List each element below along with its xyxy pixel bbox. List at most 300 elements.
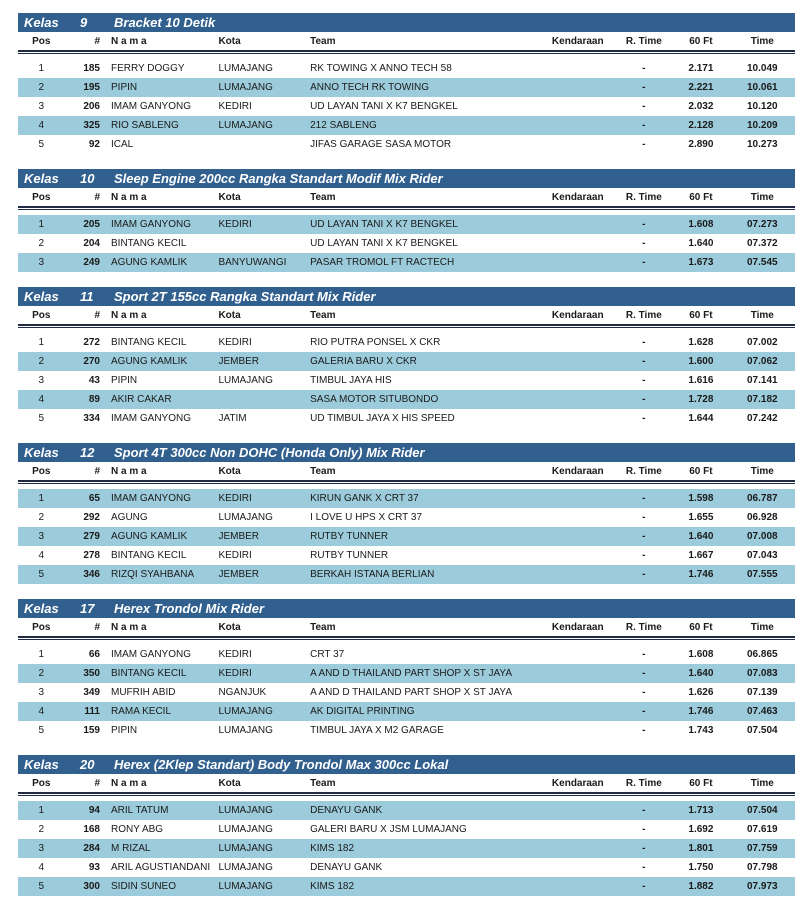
cell-time: 10.273: [746, 139, 778, 150]
cell-kota: BANYUWANGI: [218, 257, 287, 268]
cell-num: 278: [83, 550, 100, 561]
cell-time: 07.141: [746, 375, 778, 386]
cell-time: 07.062: [746, 356, 778, 367]
cell-kota: KEDIRI: [218, 101, 252, 112]
cell-nama: FERRY DOGGY: [111, 63, 185, 74]
class-title: Sport 2T 155cc Rangka Standart Mix Rider: [114, 289, 376, 304]
cell-rtime: -: [642, 881, 646, 892]
cell-team: DENAYU GANK: [310, 805, 383, 816]
cell-num: 300: [83, 881, 100, 892]
cell-team: TIMBUL JAYA HIS: [310, 375, 392, 386]
cell-num: 206: [83, 101, 100, 112]
column-header-time: Time: [750, 35, 774, 47]
cell-num: 66: [88, 649, 100, 660]
cell-sixty: 1.692: [688, 824, 714, 835]
cell-num: 270: [83, 356, 100, 367]
cell-time: 06.928: [746, 512, 778, 523]
column-header-pos: Pos: [32, 465, 51, 477]
class-title: Bracket 10 Detik: [114, 15, 216, 30]
cell-nama: IMAM GANYONG: [111, 649, 192, 660]
cell-pos: 4: [38, 394, 45, 405]
column-header-team: Team: [310, 35, 336, 47]
result-row: [18, 546, 795, 565]
column-header-time: Time: [750, 621, 774, 633]
cell-team: RUTBY TUNNER: [310, 550, 389, 561]
cell-kota: JEMBER: [218, 531, 259, 542]
cell-nama: RIO SABLENG: [111, 120, 179, 131]
cell-num: 205: [83, 219, 100, 230]
cell-time: 07.463: [746, 706, 778, 717]
cell-nama: PIPIN: [111, 725, 138, 736]
cell-pos: 2: [38, 668, 45, 679]
cell-rtime: -: [642, 706, 646, 717]
cell-pos: 1: [38, 219, 45, 230]
cell-pos: 3: [38, 375, 45, 386]
column-header-sixty: 60 Ft: [689, 465, 713, 477]
cell-team: RIO PUTRA PONSEL X CKR: [310, 337, 441, 348]
cell-num: 279: [83, 531, 100, 542]
cell-rtime: -: [642, 375, 646, 386]
column-header-kota: Kota: [218, 35, 241, 47]
class-number: 17: [80, 601, 95, 616]
cell-team: BERKAH ISTANA BERLIAN: [310, 569, 435, 580]
result-row: [18, 97, 795, 116]
result-row: [18, 390, 795, 409]
cell-rtime: -: [642, 120, 646, 131]
cell-rtime: -: [642, 82, 646, 93]
cell-rtime: -: [642, 843, 646, 854]
cell-rtime: -: [642, 725, 646, 736]
column-header-sixty: 60 Ft: [689, 309, 713, 321]
column-header-kendaraan: Kendaraan: [551, 777, 604, 789]
cell-rtime: -: [642, 531, 646, 542]
cell-nama: AGUNG: [111, 512, 148, 523]
cell-team: CRT 37: [310, 649, 345, 660]
class-section: [18, 287, 795, 428]
column-header-rtime: R. Time: [625, 777, 662, 789]
cell-time: 06.787: [746, 493, 778, 504]
cell-kota: JATIM: [218, 413, 247, 424]
cell-kota: KEDIRI: [218, 219, 252, 230]
cell-pos: 1: [38, 63, 45, 74]
column-header-num: #: [94, 465, 100, 477]
cell-num: 284: [83, 843, 100, 854]
cell-num: 185: [83, 63, 100, 74]
column-header-kota: Kota: [218, 777, 241, 789]
result-row: [18, 333, 795, 352]
cell-sixty: 1.655: [688, 512, 714, 523]
cell-sixty: 1.608: [688, 649, 714, 660]
cell-kota: LUMAJANG: [218, 82, 273, 93]
column-header-kota: Kota: [218, 309, 241, 321]
cell-rtime: -: [642, 139, 646, 150]
column-header-rtime: R. Time: [625, 465, 662, 477]
cell-kota: KEDIRI: [218, 337, 252, 348]
cell-sixty: 1.644: [688, 413, 714, 424]
cell-sixty: 1.626: [688, 687, 714, 698]
cell-team: A AND D THAILAND PART SHOP X ST JAYA: [310, 668, 513, 679]
class-section: [18, 169, 795, 272]
cell-nama: IMAM GANYONG: [111, 493, 192, 504]
class-title: Herex (2Klep Standart) Body Trondol Max 300cc Lokal: [114, 757, 449, 772]
cell-time: 07.083: [746, 668, 778, 679]
column-header-time: Time: [750, 465, 774, 477]
class-number: 10: [80, 171, 95, 186]
column-header-kendaraan: Kendaraan: [551, 191, 604, 203]
cell-sixty: 2.171: [688, 63, 714, 74]
column-header-pos: Pos: [32, 621, 51, 633]
cell-num: 93: [88, 862, 100, 873]
table-body: [18, 328, 795, 428]
result-row: [18, 645, 795, 664]
class-label: Kelas: [24, 171, 59, 186]
class-label: Kelas: [24, 445, 59, 460]
section-header-bar: [18, 13, 795, 32]
cell-kota: JEMBER: [218, 356, 259, 367]
result-row: [18, 135, 795, 154]
result-row: [18, 858, 795, 877]
cell-kota: LUMAJANG: [218, 512, 273, 523]
cell-team: A AND D THAILAND PART SHOP X ST JAYA: [310, 687, 513, 698]
cell-pos: 1: [38, 493, 45, 504]
cell-rtime: -: [642, 394, 646, 405]
column-header-num: #: [94, 621, 100, 633]
result-row: [18, 664, 795, 683]
cell-rtime: -: [642, 862, 646, 873]
column-header-rtime: R. Time: [625, 621, 662, 633]
cell-team: JIFAS GARAGE SASA MOTOR: [310, 139, 452, 150]
cell-kota: LUMAJANG: [218, 843, 273, 854]
cell-sixty: 1.750: [688, 862, 714, 873]
class-title: Sport 4T 300cc Non DOHC (Honda Only) Mix Rider: [114, 445, 425, 460]
result-row: [18, 489, 795, 508]
cell-time: 07.504: [746, 805, 778, 816]
cell-time: 10.209: [746, 120, 778, 131]
cell-nama: ARIL TATUM: [111, 805, 169, 816]
cell-pos: 4: [38, 862, 45, 873]
column-header-pos: Pos: [32, 309, 51, 321]
result-row: [18, 877, 795, 896]
cell-sixty: 1.667: [688, 550, 714, 561]
cell-nama: BINTANG KECIL: [111, 550, 187, 561]
cell-sixty: 1.713: [688, 805, 714, 816]
cell-kota: LUMAJANG: [218, 725, 273, 736]
cell-nama: BINTANG KECIL: [111, 668, 187, 679]
cell-sixty: 2.890: [688, 139, 714, 150]
result-row: [18, 409, 795, 428]
table-body: [18, 640, 795, 740]
cell-nama: MUFRIH ABID: [111, 687, 176, 698]
cell-time: 07.002: [746, 337, 778, 348]
cell-time: 07.273: [746, 219, 778, 230]
cell-time: 10.049: [746, 63, 778, 74]
cell-sixty: 1.801: [688, 843, 714, 854]
cell-sixty: 1.746: [688, 706, 714, 717]
class-title: Herex Trondol Mix Rider: [114, 601, 265, 616]
cell-time: 07.545: [746, 257, 778, 268]
cell-kota: LUMAJANG: [218, 375, 273, 386]
cell-rtime: -: [642, 413, 646, 424]
column-header-row: [18, 32, 795, 50]
cell-nama: ICAL: [111, 139, 134, 150]
class-number: 12: [80, 445, 95, 460]
section-header-bar: [18, 755, 795, 774]
cell-team: UD LAYAN TANI X K7 BENGKEL: [310, 219, 458, 230]
cell-time: 07.973: [746, 881, 778, 892]
column-header-kota: Kota: [218, 465, 241, 477]
result-row: [18, 801, 795, 820]
cell-pos: 5: [38, 725, 45, 736]
cell-team: ANNO TECH RK TOWING: [310, 82, 430, 93]
column-header-pos: Pos: [32, 777, 51, 789]
cell-rtime: -: [642, 337, 646, 348]
column-header-kendaraan: Kendaraan: [551, 621, 604, 633]
column-header-row: [18, 618, 795, 636]
column-header-rtime: R. Time: [625, 35, 662, 47]
cell-sixty: 2.032: [688, 101, 714, 112]
cell-nama: BINTANG KECIL: [111, 238, 187, 249]
result-row: [18, 234, 795, 253]
cell-pos: 1: [38, 649, 45, 660]
cell-sixty: 1.640: [688, 668, 714, 679]
column-header-team: Team: [310, 465, 336, 477]
column-header-row: [18, 462, 795, 480]
cell-num: 204: [83, 238, 100, 249]
cell-rtime: -: [642, 805, 646, 816]
cell-num: 195: [83, 82, 100, 93]
cell-nama: ARIL AGUSTIANDANI: [111, 862, 211, 873]
cell-pos: 1: [38, 805, 45, 816]
cell-team: KIMS 182: [310, 881, 355, 892]
cell-team: SASA MOTOR SITUBONDO: [310, 394, 439, 405]
column-header-nama: N a m a: [111, 35, 147, 47]
cell-time: 07.182: [746, 394, 778, 405]
cell-nama: IMAM GANYONG: [111, 413, 192, 424]
cell-kota: LUMAJANG: [218, 120, 273, 131]
cell-pos: 4: [38, 550, 45, 561]
cell-kota: KEDIRI: [218, 550, 252, 561]
cell-sixty: 1.673: [688, 257, 714, 268]
result-row: [18, 683, 795, 702]
cell-kota: LUMAJANG: [218, 63, 273, 74]
column-header-rtime: R. Time: [625, 309, 662, 321]
column-header-num: #: [94, 191, 100, 203]
class-label: Kelas: [24, 289, 59, 304]
column-header-num: #: [94, 35, 100, 47]
cell-kota: LUMAJANG: [218, 805, 273, 816]
cell-rtime: -: [642, 63, 646, 74]
cell-time: 10.120: [746, 101, 778, 112]
cell-sixty: 1.640: [688, 531, 714, 542]
cell-num: 272: [83, 337, 100, 348]
cell-kota: KEDIRI: [218, 649, 252, 660]
cell-num: 168: [83, 824, 100, 835]
cell-team: RK TOWING X ANNO TECH 58: [310, 63, 452, 74]
column-header-kendaraan: Kendaraan: [551, 35, 604, 47]
class-section: [18, 13, 795, 154]
cell-sixty: 1.628: [688, 337, 714, 348]
cell-num: 292: [83, 512, 100, 523]
cell-team: KIRUN GANK X CRT 37: [310, 493, 419, 504]
column-header-sixty: 60 Ft: [689, 35, 713, 47]
cell-num: 346: [83, 569, 100, 580]
class-label: Kelas: [24, 15, 59, 30]
cell-rtime: -: [642, 569, 646, 580]
column-header-time: Time: [750, 191, 774, 203]
column-header-num: #: [94, 777, 100, 789]
cell-num: 43: [88, 375, 100, 386]
class-number: 11: [80, 289, 94, 304]
column-header-kendaraan: Kendaraan: [551, 309, 604, 321]
column-header-time: Time: [750, 777, 774, 789]
column-header-team: Team: [310, 309, 336, 321]
cell-nama: IMAM GANYONG: [111, 101, 192, 112]
cell-nama: AGUNG KAMLIK: [111, 531, 188, 542]
cell-rtime: -: [642, 493, 646, 504]
cell-nama: IMAM GANYONG: [111, 219, 192, 230]
column-header-rtime: R. Time: [625, 191, 662, 203]
cell-pos: 2: [38, 356, 45, 367]
cell-pos: 5: [38, 413, 45, 424]
cell-kota: LUMAJANG: [218, 862, 273, 873]
cell-pos: 3: [38, 687, 45, 698]
cell-rtime: -: [642, 687, 646, 698]
cell-time: 07.139: [746, 687, 778, 698]
cell-num: 89: [88, 394, 100, 405]
cell-kota: KEDIRI: [218, 493, 252, 504]
cell-sixty: 2.221: [688, 82, 714, 93]
class-title: Sleep Engine 200cc Rangka Standart Modif Mix Rider: [114, 171, 443, 186]
result-row: [18, 116, 795, 135]
cell-nama: AKIR CAKAR: [111, 394, 172, 405]
cell-rtime: -: [642, 101, 646, 112]
cell-team: UD TIMBUL JAYA X HIS SPEED: [310, 413, 455, 424]
cell-num: 65: [88, 493, 100, 504]
result-row: [18, 253, 795, 272]
result-row: [18, 352, 795, 371]
cell-pos: 4: [38, 706, 45, 717]
cell-sixty: 1.640: [688, 238, 714, 249]
cell-pos: 3: [38, 531, 45, 542]
cell-rtime: -: [642, 257, 646, 268]
cell-num: 334: [83, 413, 100, 424]
result-row: [18, 702, 795, 721]
cell-sixty: 1.746: [688, 569, 714, 580]
cell-sixty: 1.882: [688, 881, 714, 892]
cell-team: UD LAYAN TANI X K7 BENGKEL: [310, 101, 458, 112]
cell-pos: 5: [38, 139, 45, 150]
section-header-bar: [18, 599, 795, 618]
column-header-nama: N a m a: [111, 621, 147, 633]
column-header-time: Time: [750, 309, 774, 321]
cell-rtime: -: [642, 824, 646, 835]
cell-pos: 5: [38, 881, 45, 892]
cell-pos: 3: [38, 843, 45, 854]
cell-pos: 2: [38, 238, 45, 249]
cell-time: 07.372: [746, 238, 778, 249]
table-body: [18, 484, 795, 584]
table-body: [18, 210, 795, 272]
result-row: [18, 839, 795, 858]
section-header-bar: [18, 169, 795, 188]
class-number: 20: [80, 757, 95, 772]
cell-nama: RONY ABG: [111, 824, 164, 835]
column-header-team: Team: [310, 777, 336, 789]
cell-time: 07.008: [746, 531, 778, 542]
cell-time: 07.555: [746, 569, 778, 580]
column-header-pos: Pos: [32, 35, 51, 47]
cell-time: 07.504: [746, 725, 778, 736]
cell-nama: RIZQI SYAHBANA: [111, 569, 195, 580]
column-header-sixty: 60 Ft: [689, 621, 713, 633]
result-row: [18, 59, 795, 78]
result-row: [18, 527, 795, 546]
class-number: 9: [80, 15, 88, 30]
cell-sixty: 1.743: [688, 725, 714, 736]
cell-kota: LUMAJANG: [218, 706, 273, 717]
cell-rtime: -: [642, 550, 646, 561]
result-row: [18, 820, 795, 839]
cell-rtime: -: [642, 668, 646, 679]
column-header-pos: Pos: [32, 191, 51, 203]
cell-nama: PIPIN: [111, 375, 138, 386]
cell-team: UD LAYAN TANI X K7 BENGKEL: [310, 238, 458, 249]
result-row: [18, 565, 795, 584]
cell-pos: 4: [38, 120, 45, 131]
cell-time: 07.759: [746, 843, 778, 854]
cell-kota: LUMAJANG: [218, 824, 273, 835]
cell-team: TIMBUL JAYA X M2 GARAGE: [310, 725, 444, 736]
table-body: [18, 54, 795, 154]
column-header-row: [18, 306, 795, 324]
cell-pos: 2: [38, 82, 45, 93]
column-header-nama: N a m a: [111, 465, 147, 477]
cell-num: 159: [83, 725, 100, 736]
class-section: [18, 755, 795, 896]
column-header-num: #: [94, 309, 100, 321]
cell-pos: 2: [38, 512, 45, 523]
cell-nama: SIDIN SUNEO: [111, 881, 177, 892]
cell-nama: BINTANG KECIL: [111, 337, 187, 348]
cell-nama: AGUNG KAMLIK: [111, 356, 188, 367]
cell-rtime: -: [642, 238, 646, 249]
cell-team: RUTBY TUNNER: [310, 531, 389, 542]
cell-num: 92: [88, 139, 100, 150]
class-section: [18, 443, 795, 584]
column-header-team: Team: [310, 621, 336, 633]
cell-sixty: 1.598: [688, 493, 714, 504]
cell-rtime: -: [642, 356, 646, 367]
cell-pos: 3: [38, 101, 45, 112]
cell-nama: M RIZAL: [111, 843, 151, 854]
cell-num: 111: [84, 706, 100, 717]
column-header-kendaraan: Kendaraan: [551, 465, 604, 477]
cell-num: 350: [83, 668, 100, 679]
cell-time: 07.043: [746, 550, 778, 561]
class-section: [18, 599, 795, 740]
cell-sixty: 1.728: [688, 394, 714, 405]
cell-pos: 3: [38, 257, 45, 268]
cell-num: 249: [83, 257, 100, 268]
cell-sixty: 1.600: [688, 356, 714, 367]
cell-pos: 1: [38, 337, 45, 348]
result-row: [18, 508, 795, 527]
class-label: Kelas: [24, 601, 59, 616]
result-row: [18, 721, 795, 740]
cell-rtime: -: [642, 219, 646, 230]
section-header-bar: [18, 443, 795, 462]
class-label: Kelas: [24, 757, 59, 772]
